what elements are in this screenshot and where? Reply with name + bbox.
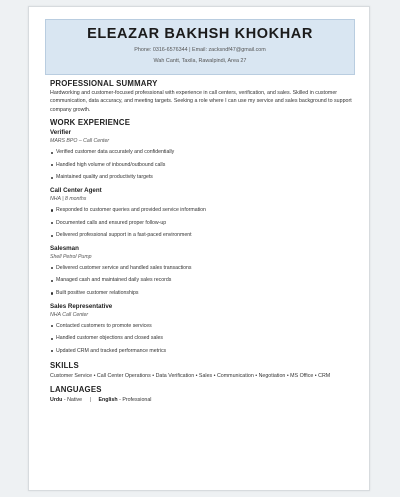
languages-heading: LANGUAGES: [50, 384, 102, 394]
resume-page: [28, 6, 370, 491]
job-company: NHA | 8 months: [50, 196, 87, 202]
job-title: Sales Representative: [50, 302, 113, 310]
list-item: Built positive customer relationships: [50, 287, 355, 300]
job-entry: [50, 303, 355, 358]
job-company: NHA Call Center: [50, 311, 89, 318]
address-line: Wah Cantt, Taxila, Rawalpindi, Area 27: [153, 58, 247, 64]
job-bullets: [50, 204, 355, 242]
list-item: Delivered customer service and handled sales transactions: [50, 262, 355, 275]
list-item: Maintained quality and productivity targets: [50, 171, 355, 184]
language-separator: |: [89, 396, 91, 403]
languages-line: [50, 397, 355, 403]
skills-heading: SKILLS: [50, 361, 79, 371]
job-title: Salesman: [50, 244, 79, 252]
job-company: MARS BPO – Call Center: [50, 138, 110, 145]
list-item: Verified customer data accurately and confidentially: [50, 146, 355, 159]
list-item: Managed cash and maintained daily sales records: [50, 274, 355, 287]
job-entry: [50, 129, 355, 184]
contact-line: Phone: 0316-6576344 | Email: zacksndf47@gmail.com: [134, 47, 266, 53]
list-item: Delivered professional support in a fast-paced environment: [50, 229, 355, 242]
job-entry: [50, 245, 355, 300]
list-item: Handled customer objections and closed sales: [50, 332, 355, 345]
language-level: - Professional: [119, 396, 152, 403]
job-title: Verifier: [50, 129, 71, 137]
list-item: Updated CRM and tracked performance metrics: [50, 345, 355, 358]
candidate-name: ELEAZAR BAKHSH KHOKHAR: [87, 26, 313, 42]
language-name: Urdu: [50, 396, 63, 403]
job-title: Call Center Agent: [50, 187, 102, 194]
summary-heading: PROFESSIONAL SUMMARY: [50, 79, 158, 88]
skills-text: Customer Service • Call Center Operations • Data Verification • Sales • Communication • Negotiation • MS Office • CRM: [50, 373, 331, 380]
language-name: English: [98, 396, 118, 403]
list-item: Responded to customer queries and provided service information: [50, 204, 355, 217]
job-bullets: [50, 262, 355, 300]
summary-text: Hardworking and customer-focused professional with experience in call centers, verification, and sales. Skilled in customer communication, data accuracy, and meeting targets. Seeking a role where I can use my service and sales background to support company growth.: [50, 90, 352, 113]
job-company: Shell Petrol Pump: [50, 253, 92, 260]
list-item: Handled high volume of inbound/outbound calls: [50, 159, 355, 172]
resume-body: [50, 77, 355, 403]
job-bullets: [50, 146, 355, 184]
language-level: - Native: [63, 396, 83, 403]
experience-heading: WORK EXPERIENCE: [50, 118, 131, 128]
list-item: Contacted customers to promote services: [50, 320, 355, 333]
job-entry: [50, 187, 355, 242]
job-bullets: [50, 320, 355, 358]
list-item: Documented calls and ensured proper follow-up: [50, 217, 355, 230]
resume-header: [45, 19, 355, 75]
